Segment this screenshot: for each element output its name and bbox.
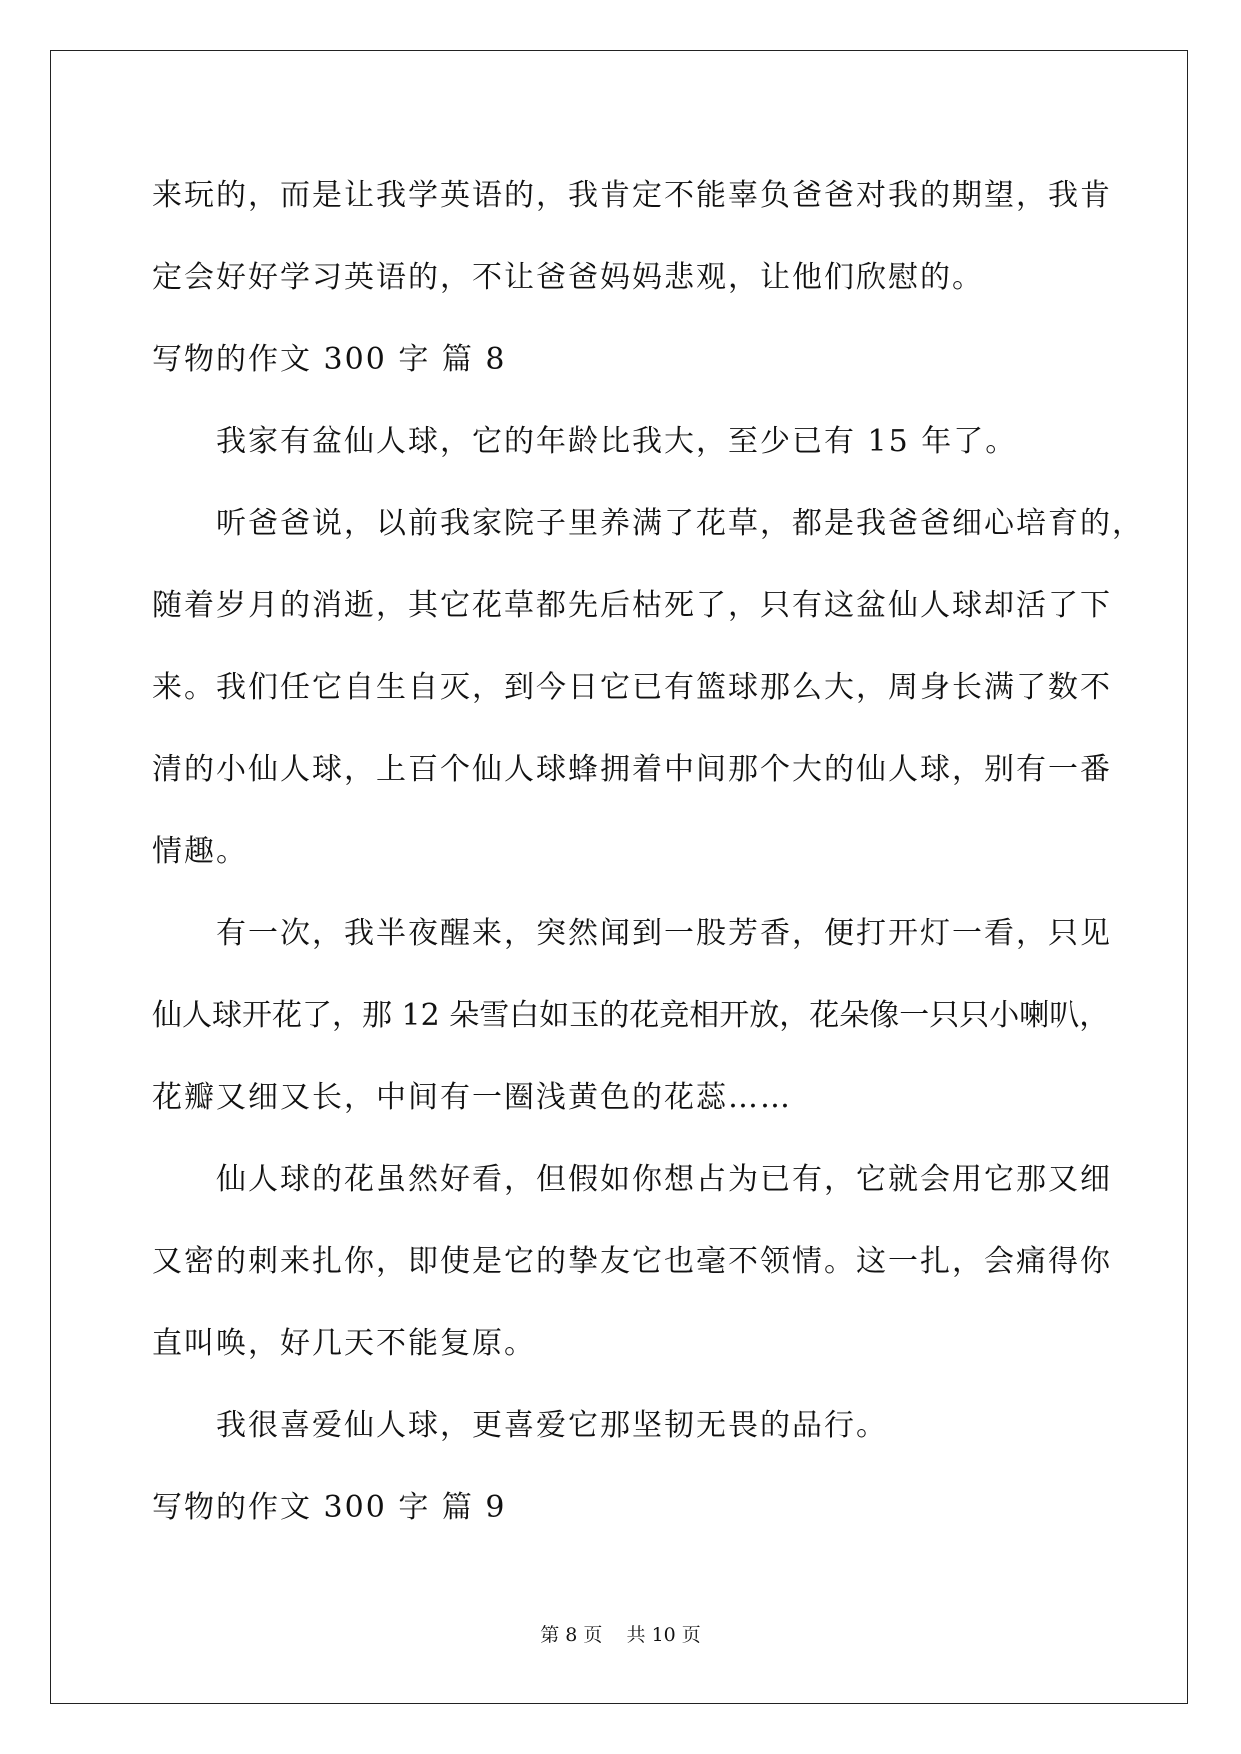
- section-heading: 写物的作文 300 字 篇 9: [152, 1490, 507, 1525]
- paragraph-line: 随着岁月的消逝，其它花草都先后枯死了，只有这盆仙人球却活了下: [152, 588, 1112, 623]
- page-number-footer: 第 8 页 共 10 页: [540, 1624, 701, 1646]
- paragraph-line: 仙人球开花了，那 12 朵雪白如玉的花竞相开放，花朵像一只只小喇叭，: [152, 998, 1110, 1033]
- paragraph-line: 情趣。: [152, 834, 248, 869]
- paragraph-line: 来。我们任它自生自灭，到今日它已有篮球那么大，周身长满了数不: [152, 670, 1112, 705]
- paragraph-line: 花瓣又细又长，中间有一圈浅黄色的花蕊……: [152, 1080, 792, 1115]
- paragraph-line: 直叫唤，好几天不能复原。: [152, 1326, 536, 1361]
- paragraph-line: 清的小仙人球，上百个仙人球蜂拥着中间那个大的仙人球，别有一番: [152, 752, 1112, 787]
- paragraph-line: 定会好好学习英语的，不让爸爸妈妈悲观，让他们欣慰的。: [152, 260, 984, 295]
- paragraph-line: 听爸爸说，以前我家院子里养满了花草，都是我爸爸细心培育的，: [216, 506, 1144, 541]
- paragraph-line: 有一次，我半夜醒来，突然闻到一股芳香，便打开灯一看，只见: [216, 916, 1112, 951]
- paragraph-line: 我家有盆仙人球，它的年龄比我大，至少已有 15 年了。: [216, 424, 1018, 459]
- section-heading: 写物的作文 300 字 篇 8: [152, 342, 507, 377]
- document-body: [152, 155, 1144, 1549]
- paragraph-line: 我很喜爱仙人球，更喜爱它那坚韧无畏的品行。: [216, 1408, 888, 1443]
- paragraph-line: 又密的刺来扎你，即使是它的挚友它也毫不领情。这一扎，会痛得你: [152, 1244, 1112, 1279]
- paragraph-line: 仙人球的花虽然好看，但假如你想占为已有，它就会用它那又细: [216, 1162, 1112, 1197]
- paragraph-line: 来玩的，而是让我学英语的，我肯定不能辜负爸爸对我的期望，我肯: [152, 178, 1112, 213]
